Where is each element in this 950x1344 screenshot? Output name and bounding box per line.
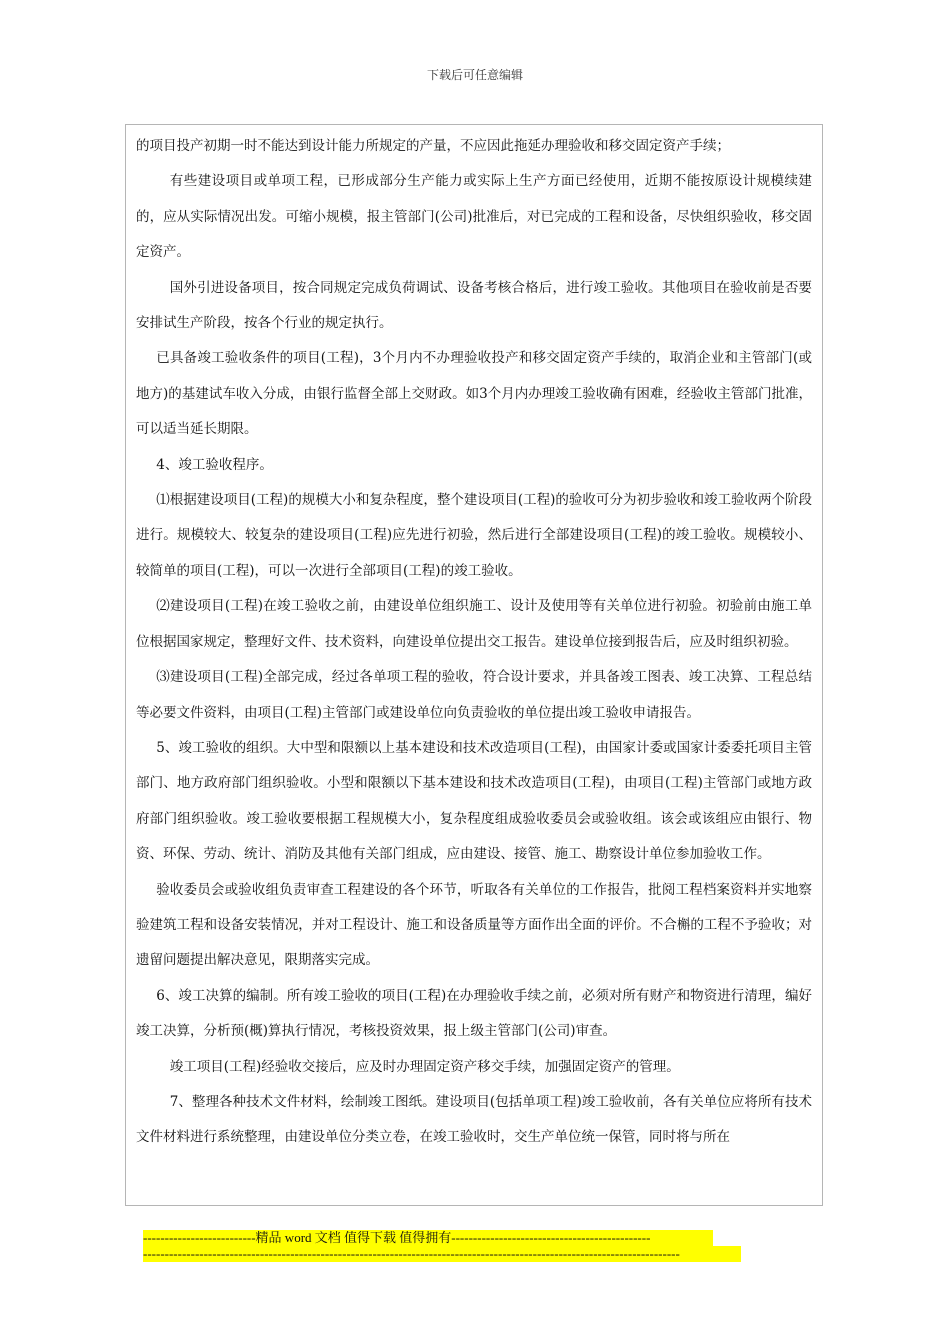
body-paragraph: 国外引进设备项目，按合同规定完成负荷调试、设备考核合格后，进行竣工验收。其他项目在验收前是否要安排试生产阶段，按各个行业的规定执行。	[136, 279, 812, 332]
page-header: 下载后可任意编辑	[426, 68, 523, 82]
body-paragraph: 4、竣工验收程序。	[156, 456, 273, 473]
body-paragraph: 5、竣工验收的组织。大中型和限额以上基本建设和技术改造项目(工程)，由国家计委或国家计委委托项目主管部门、地方政府部门组织验收。小型和限额以下基本建设和技术改造项目(工程)，由项目(工程)主管部门或地方政府部门组织验收。竣工验收要根据工程规模大小，复杂程度组成验收委员会或验收组。该会或该组应由银行、物资、环保、劳动、统计、消防及其他有关部门组成，应由建设、接管、施工、勘察设计单位参加验收工作。	[136, 739, 812, 863]
footer-line-2: ----------------------------------------------------------------------------------------------------------------------------	[143, 1246, 741, 1262]
body-paragraph: 6、竣工决算的编制。所有竣工验收的项目(工程)在办理验收手续之前，必须对所有财产和物资进行清理，编好竣工决算，分析预(概)算执行情况，考核投资效果，报上级主管部门(公司)审查。	[136, 987, 812, 1040]
body-paragraph: ⑶建设项目(工程)全部完成，经过各单项工程的验收，符合设计要求，并具备竣工图表、竣工决算、工程总结等必要文件资料，由项目(工程)主管部门或建设单位向负责验收的单位提出竣工验收申请报告。	[136, 669, 812, 721]
body-paragraph: ⑵建设项目(工程)在竣工验收之前，由建设单位组织施工、设计及使用等有关单位进行初验。初验前由施工单位根据国家规定，整理好文件、技术资料，向建设单位提出交工报告。建设单位接到报告后，应及时组织初验。	[136, 598, 812, 650]
body-paragraph: 验收委员会或验收组负责审查工程建设的各个环节，听取各有关单位的工作报告，批阅工程档案资料并实地察验建筑工程和设备安装情况，并对工程设计、施工和设备质量等方面作出全面的评价。不合槲的工程不予验收；对遗留问题提出解决意见，限期落实完成。	[136, 881, 812, 969]
body-paragraph: 有些建设项目或单项工程，已形成部分生产能力或实际上生产方面已经使用，近期不能按原设计规模续建的，应从实际情况出发。可缩小规模，报主管部门(公司)批准后，对已完成的工程和设备，尽快组织验收，移交固定资产。	[136, 173, 812, 261]
body-paragraph: ⑴根据建设项目(工程)的规模大小和复杂程度，整个建设项目(工程)的验收可分为初步验收和竣工验收两个阶段进行。规模较大、较复杂的建设项目(工程)应先进行初验，然后进行全部建设项目(工程)的竣工验收。规模较小、较简单的项目(工程)，可以一次进行全部项目(工程)的竣工验收。	[136, 492, 812, 579]
footer-line-1: --------------------------精品 word 文档 值得下载 值得拥有----------------------------------------------	[143, 1230, 713, 1246]
paragraph-list	[126, 125, 822, 1156]
body-paragraph: 已具备竣工验收条件的项目(工程)，3个月内不办理验收投产和移交固定资产手续的，取消企业和主管部门(或地方)的基建试车收入分成，由银行监督全部上交财政。如3个月内办理竣工验收确有困难，经验收主管部门批准，可以适当延长期限。	[136, 350, 812, 438]
body-paragraph: 的项目投产初期一时不能达到设计能力所规定的产量，不应因此拖延办理验收和移交固定资产手续；	[136, 138, 730, 154]
footer-banner	[143, 1230, 741, 1262]
body-paragraph: 竣工项目(工程)经验收交接后，应及时办理固定资产移交手续，加强固定资产的管理。	[169, 1058, 680, 1075]
body-paragraph: 7、整理各种技术文件材料，绘制竣工图纸。建设项目(包括单项工程)竣工验收前，各有关单位应将所有技术文件材料进行系统整理，由建设单位分类立卷，在竣工验收时，交生产单位统一保管，同时将与所在	[136, 1093, 812, 1146]
document-body	[125, 124, 823, 1206]
